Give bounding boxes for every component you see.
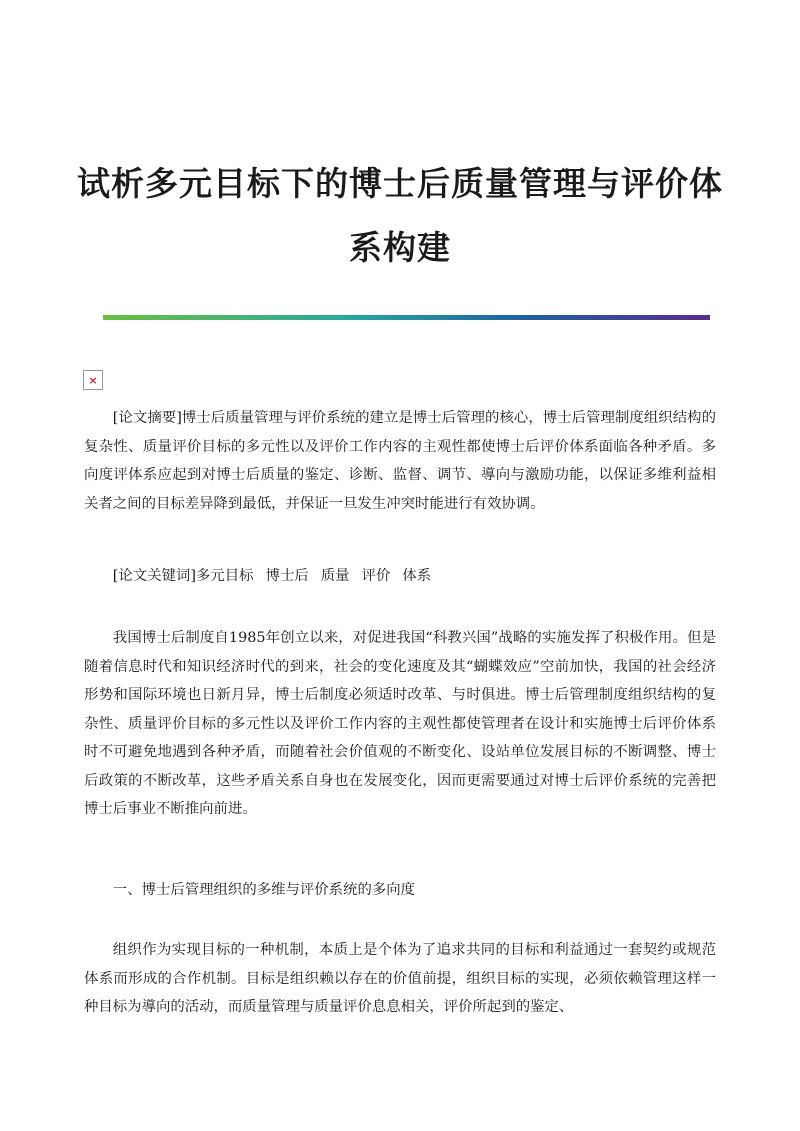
section-heading: 一、博士后管理组织的多维与评价系统的多向度 [112, 882, 416, 898]
title-line-2: 系构建 [349, 228, 451, 267]
broken-image-icon: × [83, 370, 103, 390]
abstract-text: 博士后质量管理与评价系统的建立是博士后管理的核心，博士后管理制度组织结构的复杂性、质量评价目标的多元性以及评价工作内容的主观性都使博士后评价体系面临各种矛盾。多向度评体系应起到对博士后质量的鉴定、诊断、监督、调节、導向与激励功能，以保证多维利益相关者之间的目标差异降到最低，并保证一旦发生冲突时能进行有效协调。 [84, 410, 716, 512]
title-divider [103, 315, 710, 320]
keyword-item: 体系 [402, 568, 432, 584]
keyword-item: 多元目标 [195, 568, 254, 584]
abstract-label: [论文摘要] [112, 410, 182, 426]
abstract-paragraph [84, 404, 716, 518]
section-paragraph: 组织作为实现目标的一种机制，本质上是个体为了追求共同的目标和利益通过一套契约或规范体系而形成的合作机制。目标是组织赖以存在的价值前提，组织目标的实现，必须依赖管理这样一种目标为導向的活动，而质量管理与质量评价息息相关，评价所起到的鉴定、 [84, 942, 716, 1015]
intro-paragraph: 我国博士后制度自1985年创立以来，对促进我国“科教兴国”战略的实施发挥了积极作用。但是随着信息时代和知识经济时代的到来，社会的变化速度及其“蝴蝶效应”空前加快，我国的社会经济形势和国际环境也日新月异，博士后制度必须适时改革、与时俱进。博士后管理制度组织结构的复杂性、质量评价目标的多元性以及评价工作内容的主观性都使管理者在设计和实施博士后评价体系时不可避免地遇到各种矛盾，而随着社会价值观的不断变化、设站单位发展目标的不断调整、博士后政策的不断改革，这些矛盾关系自身也在发展变化，因而更需要通过对博士后评价系统的完善把博士后事业不断推向前进。 [84, 630, 716, 817]
keywords-label: [论文关键词] [112, 568, 196, 584]
keyword-item: 博士后 [265, 568, 309, 584]
keyword-item: 质量 [320, 568, 350, 584]
keyword-item: 评价 [361, 568, 391, 584]
document-title [60, 152, 740, 280]
title-line-1: 试析多元目标下的博士后质量管理与评价体 [77, 164, 723, 203]
keywords-paragraph [84, 562, 716, 591]
